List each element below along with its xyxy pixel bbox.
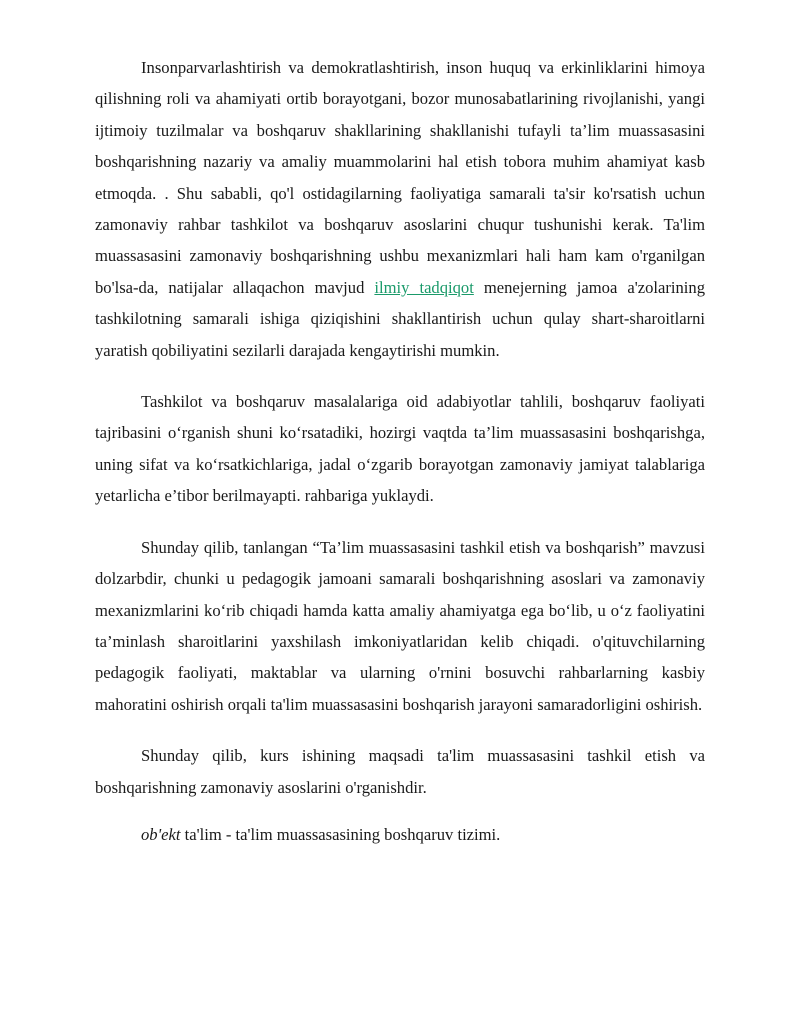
paragraph-course-goal: Shunday qilib, kurs ishining maqsadi ta'lim muassasasini tashkil etish va boshqarishning zamonaviy asoslarini o'rganishdir. bbox=[95, 746, 705, 797]
scientific-research-link[interactable]: ilmiy tadqiqot bbox=[374, 277, 474, 297]
paragraph-intro-text-after: menejerning jamoa a'zolarining tashkilotning samarali ishiga qiziqishini shakllantirish uchun qulay shart-sharoitlarni yaratish qobiliyatini sezilarli darajada kengaytirishi mumkin. bbox=[95, 277, 705, 360]
paragraph-intro bbox=[95, 52, 705, 366]
document-page bbox=[95, 52, 705, 850]
object-term: ob'ekt bbox=[141, 824, 181, 844]
paragraph-intro-text-before: Insonparvarlashtirish va demokratlashtirish, inson huquq va erkinliklarini himoya qilishning roli va ahamiyati ortib borayotgani, bozor munosabatlarining rivojlanishi, yangi ijtimoiy tuzilmalar va boshqaruv shakllarining shakllanishi tufayli ta’lim muassasasini boshqarishning nazariy va amaliy muammolarini hal etish tobora muhim ahamiyat kasb etmoqda. . Shu sababli, qo'l ostidagilarning faoliyatiga samarali ta'sir ko'rsatish uchun zamonaviy rahbar tashkilot va boshqaruv asoslarini chuqur tushunishi kerak. Ta'lim muassasasini zamonaviy boshqarishning ushbu mexanizmlari hali ham kam o'rganilgan bo'lsa-da, natijalar allaqachon mavjud bbox=[95, 58, 705, 297]
paragraph-literature-analysis: Tashkilot va boshqaruv masalalariga oid adabiyotlar tahlili, boshqaruv faoliyati tajribasini o‘rganish shuni ko‘rsatadiki, hozirgi vaqtda ta’lim muassasasini boshqarishga, uning sifat va ko‘rsatkichlariga, jadal o‘zgarib borayotgan zamonaviy jamiyat talablariga yetarlicha e’tibor berilmayapti. rahbariga yuklaydi. bbox=[95, 392, 705, 506]
paragraph-topic-relevance: Shunday qilib, tanlangan “Ta’lim muassasasini tashkil etish va boshqarish” mavzusi dolzarbdir, chunki u pedagogik jamoani samarali boshqarishning asoslari va zamonaviy mexanizmlarini ko‘rib chiqadi hamda katta amaliy ahamiyatga ega bo‘lib, u o‘z faoliyatini ta’minlash sharoitlarini yaxshilash imkoniyatlaridan kelib chiqadi. o'qituvchilarning pedagogik faoliyati, maktablar va ularning o'rnini bosuvchi rahbarlarning kasbiy mahoratini oshirish orqali ta'lim muassasasini boshqarish jarayoni samaradorligini oshirish. bbox=[95, 537, 705, 714]
paragraph-object bbox=[95, 819, 705, 850]
object-definition: ta'lim - ta'lim muassasasining boshqaruv tizimi. bbox=[180, 824, 501, 844]
